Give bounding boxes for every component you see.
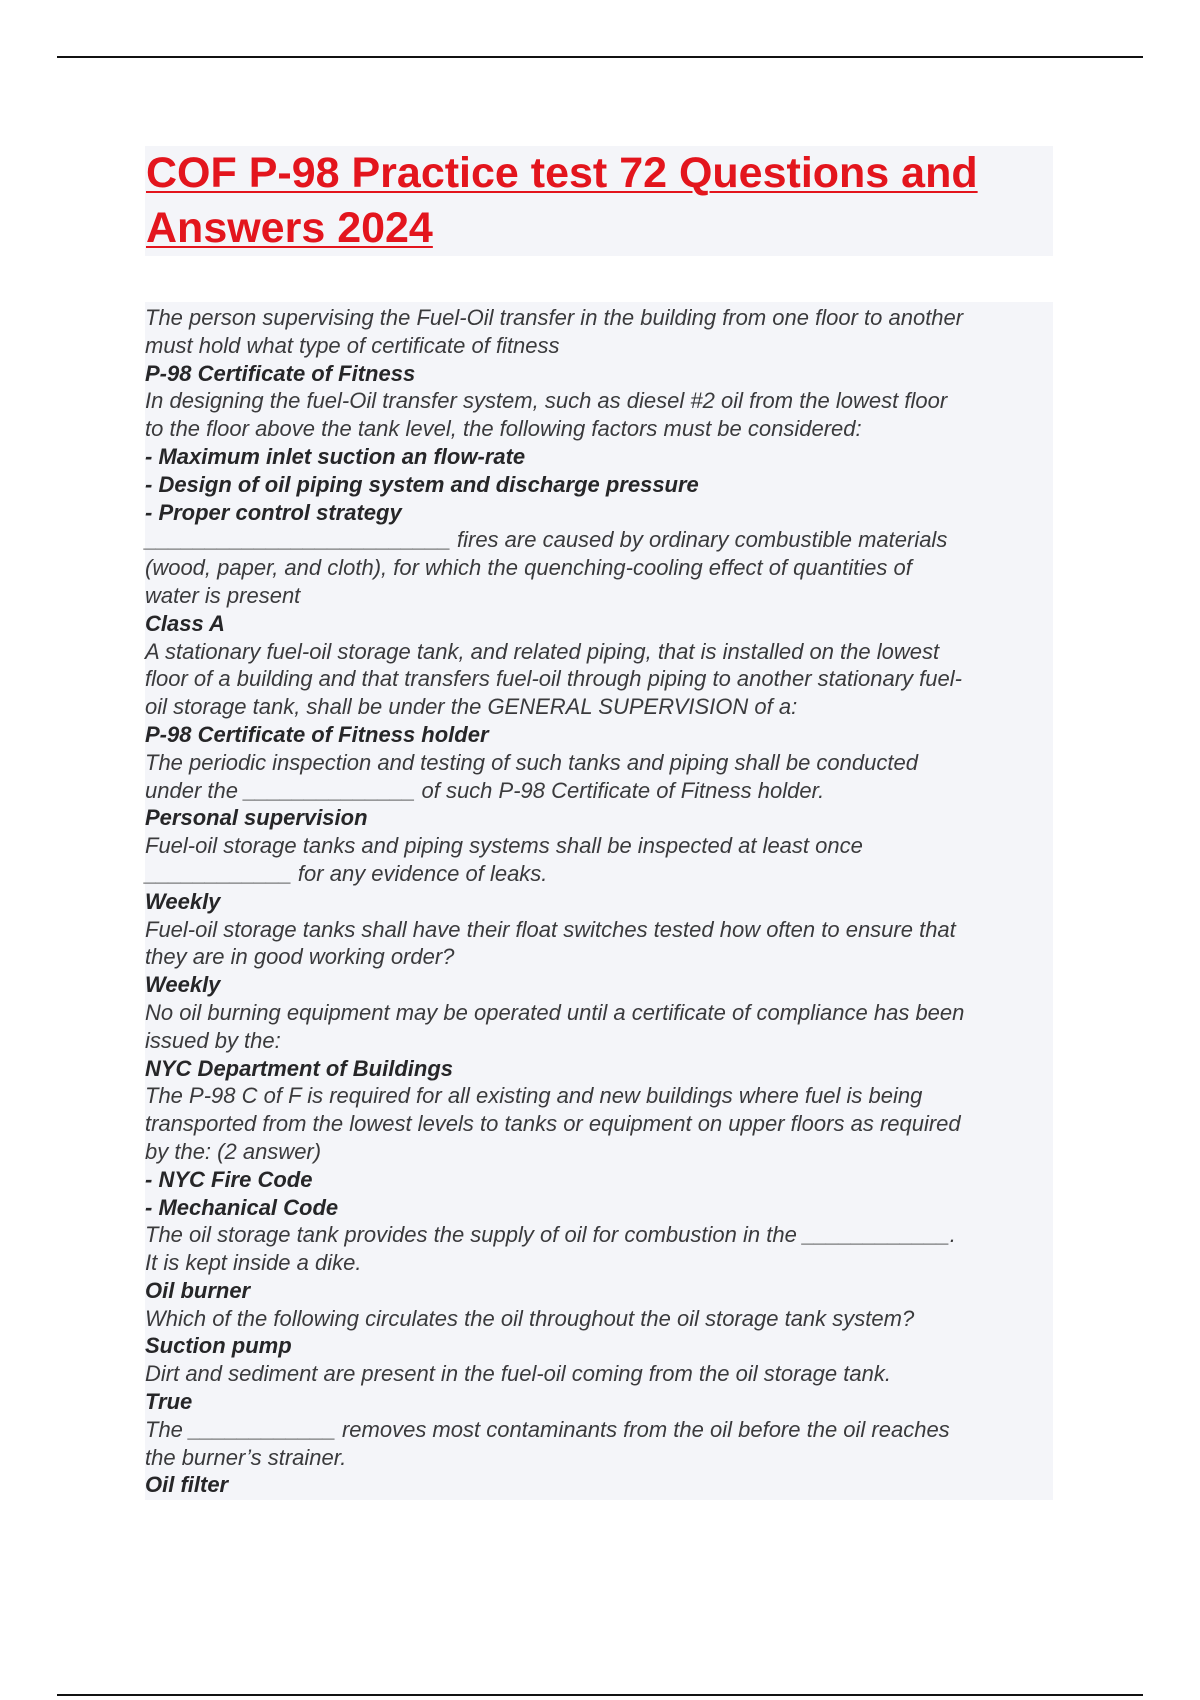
top-divider [57,56,1143,58]
qa-item [145,832,1053,915]
qa-item [145,304,1053,387]
question-text: The P-98 C of F is required for all existing and new buildings where fuel is being transported from the lowest levels to tanks or equipment on upper floors as required by the: (2 answer) [145,1083,961,1164]
question-text: Fuel-oil storage tanks and piping systems shall be inspected at least once ____________ for any evidence of leaks. [145,833,863,886]
qa-item [145,638,1053,749]
question-text: _________________________ fires are caused by ordinary combustible materials (wood, paper, and cloth), for which the quenching-cooling effect of quantities of water is present [145,527,948,608]
answer-text: Suction pump [145,1333,292,1359]
bottom-divider [57,1694,1143,1696]
question-text: The person supervising the Fuel-Oil transfer in the building from one floor to another must hold what type of certificate of fitness [145,305,964,358]
question-text: Dirt and sediment are present in the fuel-oil coming from the oil storage tank. [145,1361,891,1387]
qa-item [145,749,1053,832]
answer-text: Weekly [145,972,221,998]
qa-block [145,302,1053,1500]
qa-item [145,916,1053,999]
answer-text: - NYC Fire Code - Mechanical Code [145,1166,339,1220]
qa-item [145,1416,1053,1499]
question-text: No oil burning equipment may be operated until a certificate of compliance has been issued by the: [145,999,965,1053]
question-text: The oil storage tank provides the supply of oil for combustion in the ____________. It is kept inside a dike. [145,1222,956,1276]
qa-item [145,526,1053,637]
qa-item [145,999,1053,1082]
answer-text: Weekly [145,888,221,914]
qa-item [145,1305,1053,1361]
question-text: The periodic inspection and testing of such tanks and piping shall be conducted under the ______________ of such P-98 Certificate of Fitness holder. [145,749,918,803]
qa-item [145,387,1053,526]
qa-item [145,1082,1053,1221]
question-text: In designing the fuel-Oil transfer system, such as diesel #2 oil from the lowest floor to the floor above the tank level, the following factors must be considered: [145,388,948,442]
qa-list [145,302,1053,1499]
answer-text: - Maximum inlet suction an flow-rate - Design of oil piping system and discharge pressure - Proper control strategy [145,443,699,525]
answer-text: Class A [145,610,225,636]
answer-text: True [145,1389,193,1415]
qa-item [145,1221,1053,1304]
answer-text: Personal supervision [145,805,368,831]
document-title: COF P-98 Practice test 72 Questions and Answers 2024 [146,149,978,252]
question-text: Which of the following circulates the oil throughout the oil storage tank system? [145,1305,915,1331]
answer-text: P-98 Certificate of Fitness [145,360,416,386]
question-text: The ____________ removes most contaminants from the oil before the oil reaches the burner’s strainer. [145,1416,950,1470]
answer-text: P-98 Certificate of Fitness holder [145,721,489,747]
answer-text: NYC Department of Buildings [145,1055,454,1081]
qa-item [145,1360,1053,1416]
answer-text: Oil filter [145,1472,229,1498]
question-text: Fuel-oil storage tanks shall have their float switches tested how often to ensure that they are in good working order? [145,916,956,970]
title-block [145,146,1053,256]
question-text: A stationary fuel-oil storage tank, and related piping, that is installed on the lowest floor of a building and that transfers fuel-oil through piping to another stationary fuel- oil storage tank, shall be under the GENERAL SUPERVISION of a: [145,638,962,720]
answer-text: Oil burner [145,1277,251,1303]
